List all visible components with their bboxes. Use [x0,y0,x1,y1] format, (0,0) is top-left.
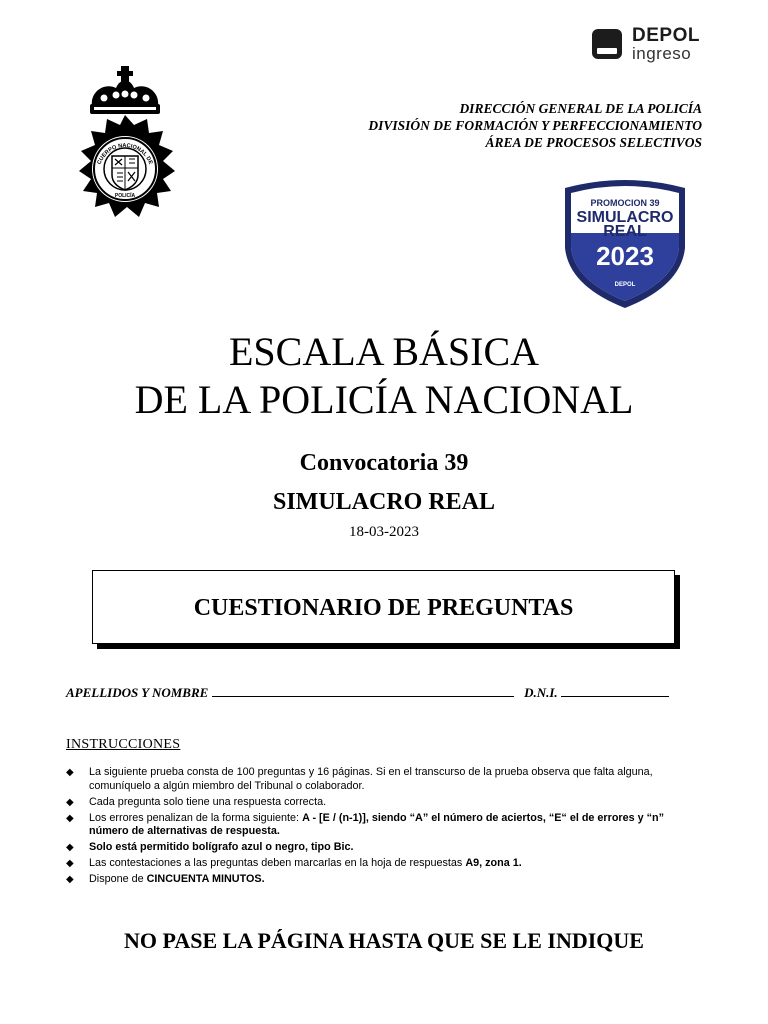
instruction-text: Cada pregunta solo tiene una respuesta correcta. [89,795,327,808]
depol-logo-icon [592,29,622,59]
instruction-bold-text: A - [E / (n-1)], siendo “A” el número de aciertos, “E“ el de errores y “n” número de alternativas de respuesta. [89,811,665,838]
questionnaire-title: CUESTIONARIO DE PREGUNTAS [193,595,574,621]
diamond-bullet-icon: ◆ [66,767,74,778]
header-line: DIRECCIÓN GENERAL DE LA POLICÍA [459,101,702,116]
diamond-bullet-icon: ◆ [66,842,74,854]
main-title [60,328,708,424]
diamond-bullet-icon: ◆ [66,874,74,886]
issuing-authority-header [250,100,702,151]
header-line: ÁREA DE PROCESOS SELECTIVOS [485,135,702,150]
list-item [66,766,696,793]
main-title-line-1: ESCALA BÁSICA [228,329,540,374]
depol-ingreso-logo [592,26,712,62]
convocatoria-heading: Convocatoria 39 [299,450,469,476]
instruction-bold-text: Solo está permitido bolígrafo azul o negro, tipo Bic. [89,841,354,854]
name-label: APELLIDOS Y NOMBRE [66,685,209,700]
diamond-bullet-icon: ◆ [66,796,74,808]
policia-nacional-emblem-icon [64,64,186,222]
brand-name: DEPOL [632,25,700,46]
diamond-bullet-icon: ◆ [66,812,74,824]
instruction-text: Dispone de [89,873,147,886]
badge-real: REAL [603,223,647,240]
list-item [66,873,696,887]
instruction-text: Los errores penalizan de la forma siguiente: [89,811,303,824]
name-field[interactable] [212,684,514,697]
dni-label: D.N.I. [524,685,558,700]
diamond-bullet-icon: ◆ [66,858,74,870]
badge-brand: DEPOL [614,282,636,288]
footer-warning: NO PASE LA PÁGINA HASTA QUE SE LE INDIQUE [124,928,644,953]
instructions-list [66,766,696,889]
header-line: DIVISIÓN DE FORMACIÓN Y PERFECCIONAMIENTO [368,118,702,133]
instruction-bold-text: A9, zona 1. [465,857,522,870]
instruction-bold-text: CINCUENTA MINUTOS. [146,873,265,886]
questionnaire-title-box [92,570,675,644]
instruction-text: La siguiente prueba consta de 100 preguntas y 16 páginas. Si en el transcurso de la prueba observa que falta alguna, comuníquelo a algún miembro del Tribunal o colaborador. [89,766,653,792]
badge-simulacro: SIMULACRO [576,209,674,226]
simulacro-real-badge [561,178,689,310]
exam-date: 18-03-2023 [349,524,419,540]
emblem-ring-text-bottom: POLICÍA [114,193,136,199]
emblem-ring-text: CUERPO NACIONAL DE [96,142,154,166]
badge-year: 2023 [596,241,654,271]
list-item [66,857,696,871]
main-title-line-2: DE LA POLICÍA NACIONAL [134,377,634,422]
instructions-title: INSTRUCCIONES [66,737,181,752]
list-item [66,796,696,810]
instruction-text: Las contestaciones a las preguntas deben marcarlas en la hoja de respuestas [89,857,466,870]
badge-promocion: PROMOCION 39 [590,198,660,208]
brand-sub: ingreso [632,44,692,63]
list-item [66,841,696,855]
list-item [66,812,696,839]
simulacro-heading: SIMULACRO REAL [272,489,496,515]
candidate-form-row [66,684,706,702]
dni-field[interactable] [561,684,669,697]
